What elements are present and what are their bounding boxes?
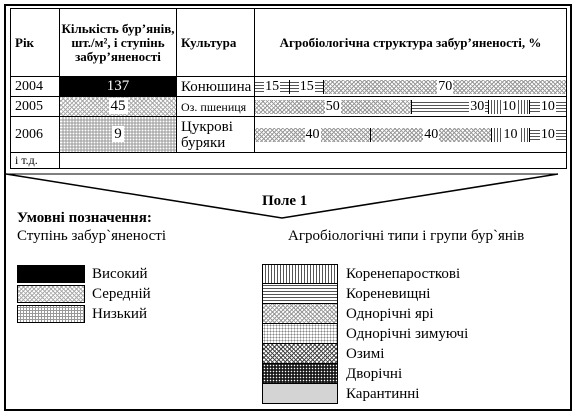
crop-cell: Конюшина	[177, 77, 255, 97]
year-cell: 2004	[11, 77, 60, 97]
swatch-rhizomatous	[262, 284, 338, 304]
segment-rhizomatous: 15	[289, 80, 323, 94]
legend-degree-item: Низький	[92, 306, 147, 322]
legend-type-item: Кореневищні	[346, 286, 431, 302]
segment-annual-spring: 40	[370, 128, 491, 142]
legend-degree-heading: Ступінь забур`яненості	[17, 228, 166, 244]
segment-rhizomatous: 30	[411, 100, 489, 114]
table-row	[11, 97, 567, 117]
swatch-medium	[17, 285, 85, 303]
segment-annual-spring: 50	[255, 100, 411, 114]
segment-annual-spring: 40	[255, 128, 370, 142]
table-header-row	[11, 9, 567, 77]
segment-rhizomatous: 10	[529, 100, 566, 114]
weed-structure-table	[10, 8, 567, 169]
crop-cell: Оз. пшениця	[177, 97, 255, 117]
segment-rhizomatous: 10	[529, 128, 566, 142]
legend-type-item: Коренепаросткові	[346, 266, 461, 282]
swatch-biennial	[262, 364, 338, 384]
degree-cell-high: 137	[60, 77, 177, 97]
year-cell: 2006	[11, 117, 60, 153]
legend-type-item: Озимі	[346, 346, 385, 362]
legend-type-item: Однорічні ярі	[346, 306, 434, 322]
header-degree: Кількість бур’янів, шт./м², і ступінь забур’яненості	[60, 9, 177, 77]
swatch-winter	[262, 344, 338, 364]
crop-cell: Цукрові буряки	[177, 117, 255, 153]
segment-rhizomatous: 15	[255, 80, 289, 94]
table-row	[11, 77, 567, 97]
swatch-high	[17, 265, 85, 283]
empty-cell	[255, 153, 567, 169]
swatch-annual-spring	[262, 304, 338, 324]
year-cell: і т.д.	[11, 153, 60, 169]
structure-bar	[255, 117, 567, 153]
degree-cell-medium: 45	[60, 97, 177, 117]
legend-types-heading: Агробіологічні типи і групи бур`янів	[288, 228, 525, 244]
table-row	[11, 117, 567, 153]
segment-root-sprouting: 10	[488, 100, 528, 114]
header-year: Рік	[11, 9, 60, 77]
legend-degree-item: Середній	[92, 286, 151, 302]
legend-degree-item: Високий	[92, 266, 148, 282]
structure-bar	[255, 97, 567, 117]
header-crop: Культура	[177, 9, 255, 77]
swatch-annual-wintering	[262, 324, 338, 344]
year-cell: 2005	[11, 97, 60, 117]
swatch-root-sprouting	[262, 264, 338, 284]
swatch-low	[17, 305, 85, 323]
empty-cell	[177, 153, 255, 169]
legend-type-item: Однорічні зимуючі	[346, 326, 469, 342]
swatch-quarantine	[262, 384, 338, 404]
degree-cell-low: 9	[60, 117, 177, 153]
structure-bar	[255, 77, 567, 97]
segment-annual-spring: 70	[323, 80, 566, 94]
field-label: Поле 1	[262, 193, 308, 209]
legend-type-item: Карантинні	[346, 386, 420, 402]
legend-title: Умовні позначення:	[17, 210, 152, 226]
legend-type-item: Дворічні	[346, 366, 403, 382]
table-row	[11, 153, 567, 169]
header-structure: Агробіологічна структура забур’яненості, %	[255, 9, 567, 77]
segment-root-sprouting: 10	[491, 128, 528, 142]
empty-cell	[60, 153, 177, 169]
